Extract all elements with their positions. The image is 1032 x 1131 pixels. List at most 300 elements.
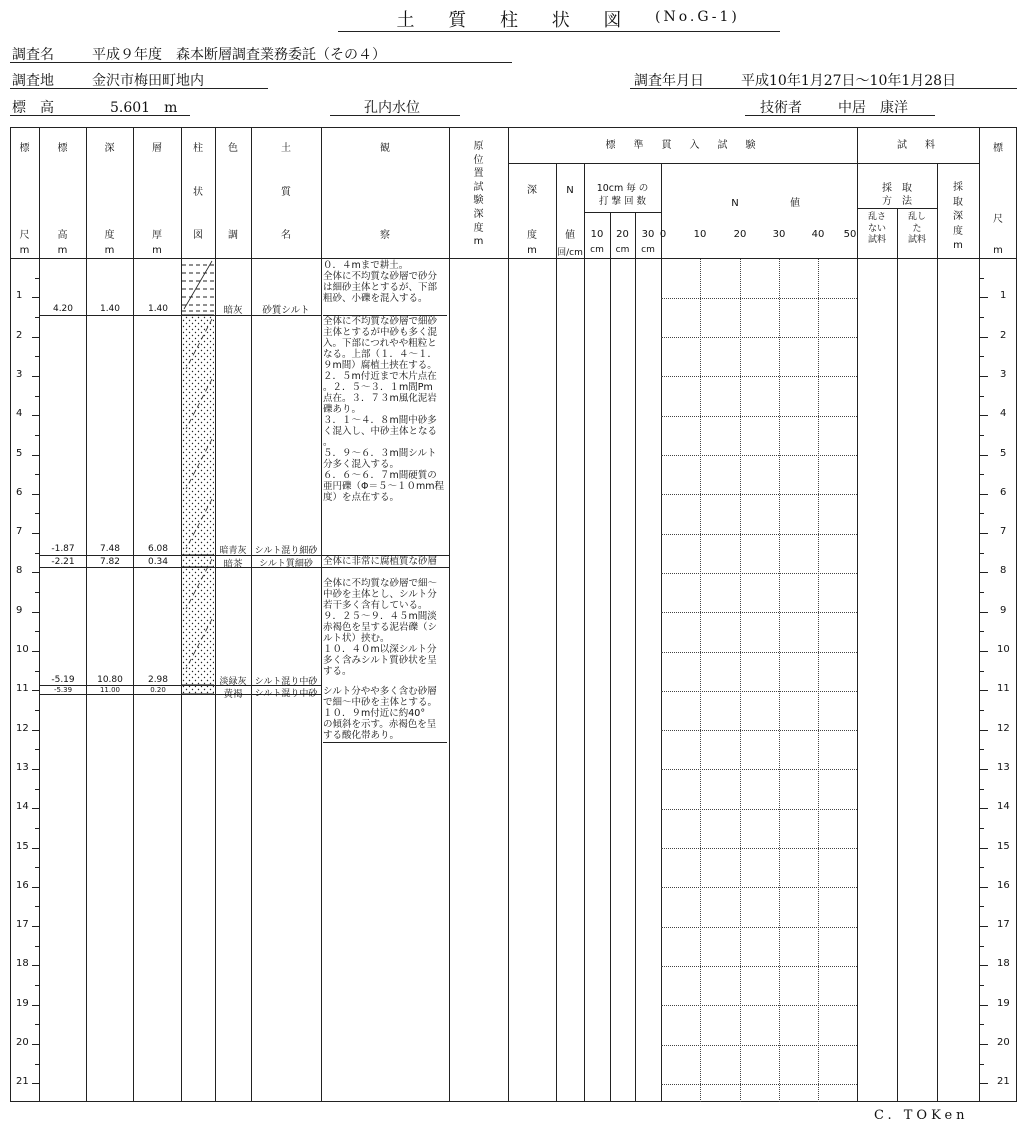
hdr-n-value-2: 値 bbox=[790, 198, 800, 209]
boring-column-graphic bbox=[182, 259, 214, 695]
n-grid-row bbox=[661, 1005, 857, 1006]
n-grid-row bbox=[661, 298, 857, 299]
layer-elevation: -2.21 bbox=[51, 557, 75, 567]
scale-tick-mark-right bbox=[980, 1044, 988, 1045]
scale-tick-mark bbox=[32, 612, 39, 613]
date-label: 調査年月日 bbox=[634, 73, 704, 89]
scale-minor-mark-right bbox=[980, 435, 984, 436]
scale-tick-label: 2 bbox=[16, 329, 23, 341]
scale-tick-mark-right bbox=[980, 612, 988, 613]
layer-elevation: 4.20 bbox=[52, 304, 74, 314]
survey-name: 平成９年度 森本断層調査業務委託（その４） bbox=[92, 47, 386, 63]
hdr-test-pos-char: 位 bbox=[473, 154, 484, 166]
scale-tick-label-right: 9 bbox=[1000, 604, 1007, 616]
scale-tick-label-right: 14 bbox=[997, 801, 1010, 813]
observation-line: 入。下部につれやや粗粒と bbox=[323, 338, 437, 349]
hdr-undisturbed-line: 試料 bbox=[867, 235, 886, 245]
hdr-spt-depth-unit: m bbox=[527, 245, 537, 256]
elevation: 5.601 m bbox=[110, 100, 178, 116]
scale-minor-mark-right bbox=[980, 553, 984, 554]
observation-line: の傾斜を示す。赤褐色を呈 bbox=[323, 719, 437, 730]
layer-color: 暗青灰 bbox=[219, 546, 247, 556]
hdr-scale-right-unit: m bbox=[993, 245, 1003, 256]
scale-tick-mark-right bbox=[980, 926, 988, 927]
scale-tick-mark bbox=[32, 730, 39, 731]
n-grid-line bbox=[818, 258, 819, 1102]
col-line bbox=[661, 163, 662, 1102]
hdr-depth-unit: m bbox=[104, 245, 115, 256]
scale-tick-mark-right bbox=[980, 730, 988, 731]
hdr-thickness-2: 厚 bbox=[152, 230, 162, 241]
scale-tick-label: 11 bbox=[16, 683, 29, 695]
scale-tick-mark bbox=[32, 297, 39, 298]
scale-minor-mark bbox=[35, 317, 39, 318]
hdr-blows-2: 打 撃 回 数 bbox=[598, 196, 647, 207]
water-level-label: 孔内水位 bbox=[364, 100, 420, 116]
layer-depth: 7.82 bbox=[99, 557, 121, 567]
scale-minor-mark-right bbox=[980, 396, 984, 397]
observation-line: は細砂主体とするが、下部 bbox=[323, 282, 438, 293]
scale-minor-mark bbox=[35, 906, 39, 907]
scale-tick-mark bbox=[32, 494, 39, 495]
scale-minor-mark-right bbox=[980, 592, 984, 593]
observation-line: する酸化帯あり。 bbox=[323, 730, 400, 741]
layer-thickness: 2.98 bbox=[147, 675, 169, 685]
n-grid-row bbox=[661, 376, 857, 377]
scale-tick-mark bbox=[32, 1083, 39, 1084]
survey-name-label: 調査名 bbox=[12, 47, 54, 63]
scale-tick-label: 20 bbox=[16, 1037, 29, 1048]
scale-tick-label-right: 15 bbox=[997, 840, 1010, 852]
layer-elevation: -5.19 bbox=[51, 675, 75, 685]
scale-tick-mark-right bbox=[980, 769, 988, 770]
hdr-soil: 土 bbox=[281, 143, 291, 154]
hdr-observation-2: 察 bbox=[380, 230, 390, 241]
n-grid-row bbox=[661, 494, 857, 495]
scale-minor-mark bbox=[35, 710, 39, 711]
scale-tick-mark-right bbox=[980, 297, 988, 298]
hdr-disturbed bbox=[897, 212, 937, 247]
n-tick-20: 20 bbox=[733, 229, 747, 240]
method-header-line bbox=[857, 208, 937, 209]
scale-tick-mark-right bbox=[980, 572, 988, 573]
scale-minor-mark-right bbox=[980, 1024, 984, 1025]
date-underline bbox=[630, 88, 1017, 89]
scale-minor-mark-right bbox=[980, 671, 984, 672]
layer-depth: 1.40 bbox=[99, 304, 121, 314]
n-grid-row bbox=[661, 337, 857, 338]
survey-date: 平成10年1月27日〜10年1月28日 bbox=[741, 73, 957, 89]
hdr-sample-depth-char: 採 bbox=[953, 182, 963, 193]
scale-tick-mark bbox=[32, 337, 39, 338]
hdr-scale-right-2: 尺 bbox=[993, 214, 1003, 225]
col-line bbox=[508, 127, 509, 1102]
scale-minor-mark-right bbox=[980, 631, 984, 632]
observation-block bbox=[323, 556, 447, 567]
hdr-n-value: N bbox=[731, 198, 739, 209]
scale-minor-mark-right bbox=[980, 946, 984, 947]
scale-tick-mark-right bbox=[980, 415, 988, 416]
n-tick-30: 30 bbox=[772, 229, 786, 240]
hdr-test-pos-char: 験 bbox=[473, 195, 484, 207]
hdr-test-pos-char: 試 bbox=[473, 181, 484, 193]
observation-line: １０．４０m以深シルト分 bbox=[323, 644, 437, 655]
observation-line: 多く含みシルト質砂状を呈 bbox=[323, 655, 437, 666]
hdr-spt-n-unit: 回/cm bbox=[557, 248, 583, 258]
scale-tick-label: 1 bbox=[16, 290, 23, 302]
hdr-blow-unit: cm bbox=[615, 245, 630, 255]
layer-depth: 7.48 bbox=[99, 544, 121, 554]
scale-minor-mark-right bbox=[980, 1064, 984, 1065]
observation-line: 全体に不均質な砂層で砂分 bbox=[323, 271, 438, 282]
hdr-sample-depth-char: 度 bbox=[953, 225, 963, 237]
n-grid-row bbox=[661, 612, 857, 613]
layer-depth: 10.80 bbox=[97, 675, 123, 685]
col-line bbox=[86, 127, 87, 1102]
scale-tick-label-right: 5 bbox=[1000, 447, 1007, 459]
col-line bbox=[39, 127, 40, 1102]
scale-tick-mark-right bbox=[980, 690, 988, 691]
scale-tick-mark bbox=[32, 848, 39, 849]
scale-tick-label: 12 bbox=[16, 722, 29, 734]
hdr-undisturbed-line: ない bbox=[867, 223, 886, 234]
observation-line: する。 bbox=[323, 666, 352, 677]
scale-tick-label: 8 bbox=[16, 565, 23, 577]
scale-minor-mark-right bbox=[980, 513, 984, 514]
col-line bbox=[251, 127, 252, 1102]
scale-minor-mark bbox=[35, 985, 39, 986]
observation-block bbox=[323, 578, 447, 677]
hdr-disturbed-line: 試料 bbox=[907, 235, 926, 245]
col-line bbox=[556, 163, 557, 1102]
observation-block bbox=[323, 686, 447, 743]
observation-line: シルト分やや多く含む砂層 bbox=[323, 686, 437, 697]
location: 金沢市梅田町地内 bbox=[92, 73, 204, 89]
hdr-color-2: 調 bbox=[228, 230, 238, 241]
scale-tick-label-right: 1 bbox=[1000, 290, 1007, 302]
scale-tick-label-right: 7 bbox=[1000, 526, 1007, 538]
scale-minor-mark bbox=[35, 1024, 39, 1025]
hdr-column: 柱 bbox=[193, 143, 203, 154]
log-number: (No.G-1) bbox=[655, 9, 740, 25]
scale-tick-mark-right bbox=[980, 808, 988, 809]
scale-tick-label-right: 8 bbox=[1000, 565, 1007, 577]
hdr-blow-unit: cm bbox=[641, 245, 655, 255]
scale-minor-mark bbox=[35, 435, 39, 436]
scale-tick-label-right: 11 bbox=[997, 683, 1010, 695]
hdr-method-2: 方 法 bbox=[882, 196, 912, 207]
engineer-label: 技術者 bbox=[760, 100, 802, 116]
scale-tick-mark bbox=[32, 690, 39, 691]
engineer: 中居 康洋 bbox=[838, 100, 908, 116]
log-table-frame bbox=[10, 127, 1017, 1102]
scale-tick-label-right: 20 bbox=[997, 1037, 1010, 1048]
elevation-underline bbox=[10, 115, 190, 116]
hdr-test-position bbox=[449, 140, 508, 249]
scale-minor-mark bbox=[35, 396, 39, 397]
observation-line: 全体に不均質な砂層で細砂 bbox=[323, 316, 438, 327]
hdr-soil-3: 名 bbox=[281, 230, 291, 241]
spt-header-line bbox=[508, 163, 857, 164]
hdr-spt: 標 準 貫 入 試 験 bbox=[605, 140, 760, 151]
engineer-underline bbox=[745, 115, 935, 116]
location-label: 調査地 bbox=[12, 73, 54, 89]
hdr-blow-unit: cm bbox=[590, 245, 604, 255]
layer-color: 黄褐 bbox=[223, 689, 243, 700]
n-grid-row bbox=[661, 573, 857, 574]
layer-elevation: -1.87 bbox=[51, 544, 75, 554]
scale-tick-mark bbox=[32, 376, 39, 377]
hdr-scale-2: 尺 bbox=[19, 230, 30, 241]
scale-tick-mark-right bbox=[980, 887, 988, 888]
hdr-blow-20: 20 bbox=[616, 229, 629, 240]
hdr-undisturbed bbox=[857, 212, 897, 247]
scale-tick-label-right: 4 bbox=[1000, 408, 1007, 420]
scale-tick-mark-right bbox=[980, 337, 988, 338]
scale-minor-mark bbox=[35, 356, 39, 357]
scale-minor-mark-right bbox=[980, 749, 984, 750]
n-grid-row bbox=[661, 966, 857, 967]
scale-tick-label-right: 12 bbox=[997, 722, 1010, 734]
location-underline bbox=[10, 88, 268, 89]
hdr-column-2: 状 bbox=[193, 187, 203, 198]
hdr-spt-n-2: 値 bbox=[565, 230, 575, 241]
layer-elevation: -5.39 bbox=[53, 686, 73, 694]
scale-tick-mark bbox=[32, 769, 39, 770]
observation-line: ６．６〜６．７m間硬質の bbox=[323, 470, 437, 481]
hdr-sample: 試 料 bbox=[897, 140, 939, 151]
scale-minor-mark-right bbox=[980, 317, 984, 318]
observation-line: 亜円礫（Φ＝５〜１０mm程 bbox=[323, 481, 444, 492]
observation-line: ５．９〜６．３m間シルト bbox=[323, 448, 437, 459]
layer-color: 暗灰 bbox=[223, 305, 243, 316]
col-line bbox=[635, 212, 636, 1102]
scale-minor-mark-right bbox=[980, 710, 984, 711]
scale-minor-mark bbox=[35, 789, 39, 790]
layer-color: 暗茶 bbox=[223, 559, 243, 570]
hdr-blow-30: 30 bbox=[641, 229, 655, 240]
hdr-sample-depth bbox=[937, 181, 979, 254]
layer-color: 淡緑灰 bbox=[219, 677, 247, 687]
col-line bbox=[584, 163, 585, 1102]
scale-minor-mark bbox=[35, 553, 39, 554]
sand-pattern bbox=[182, 315, 214, 695]
observation-line: 主体とするが中砂も多く混 bbox=[323, 327, 438, 338]
scale-minor-mark bbox=[35, 278, 39, 279]
scale-tick-mark bbox=[32, 887, 39, 888]
scale-tick-label: 7 bbox=[16, 526, 23, 538]
hdr-sample-depth-char: 取 bbox=[953, 196, 963, 208]
n-grid-row bbox=[661, 927, 857, 928]
scale-tick-label-right: 21 bbox=[997, 1076, 1010, 1088]
scale-tick-label: 6 bbox=[16, 486, 23, 498]
observation-line: 点在。３．７３m風化泥岩 bbox=[323, 393, 437, 404]
header-bottom-line bbox=[10, 258, 1017, 259]
n-grid-row bbox=[661, 455, 857, 456]
scale-tick-label: 17 bbox=[16, 919, 29, 931]
scale-minor-mark bbox=[35, 828, 39, 829]
scale-minor-mark-right bbox=[980, 474, 984, 475]
hdr-column-3: 図 bbox=[193, 230, 203, 241]
col-line bbox=[979, 127, 980, 1102]
silt-pattern bbox=[182, 261, 214, 311]
elevation-label: 標 高 bbox=[12, 100, 54, 116]
n-grid-row bbox=[661, 416, 857, 417]
hdr-sample-depth-char: 深 bbox=[953, 211, 963, 222]
col-line bbox=[610, 212, 611, 1102]
observation-line: ９．２５〜９．４５m間淡 bbox=[323, 611, 437, 622]
observation-line: ０．４mまで耕土。 bbox=[323, 260, 409, 271]
hdr-undisturbed-line: 乱さ bbox=[867, 212, 886, 222]
scale-tick-label-right: 13 bbox=[997, 761, 1010, 773]
col-line bbox=[133, 127, 134, 1102]
scale-tick-mark-right bbox=[980, 376, 988, 377]
hdr-disturbed-line: た bbox=[912, 223, 922, 234]
scale-tick-mark-right bbox=[980, 455, 988, 456]
hdr-thickness-unit: m bbox=[152, 245, 162, 256]
scale-tick-label: 19 bbox=[16, 997, 29, 1009]
scale-minor-mark bbox=[35, 749, 39, 750]
layer-soil-name: シルト質細砂 bbox=[259, 559, 313, 569]
observation-line: 礫あり。 bbox=[323, 404, 362, 415]
col-line bbox=[897, 208, 898, 1102]
water-level-underline bbox=[330, 115, 460, 116]
hdr-test-pos-char: 深 bbox=[473, 208, 484, 220]
hdr-method: 採 取 bbox=[882, 183, 912, 194]
blow-header-line bbox=[584, 212, 661, 213]
layer-soil-name: シルト混り中砂 bbox=[254, 689, 318, 699]
observation-block bbox=[323, 260, 447, 316]
scale-tick-label: 9 bbox=[16, 604, 23, 616]
n-tick-40: 40 bbox=[811, 229, 825, 240]
scale-minor-mark bbox=[35, 671, 39, 672]
scale-tick-label: 14 bbox=[16, 801, 29, 813]
scale-tick-mark-right bbox=[980, 1083, 988, 1084]
n-tick-10: 10 bbox=[693, 229, 707, 240]
scale-tick-label: 16 bbox=[16, 879, 29, 891]
scale-minor-mark bbox=[35, 474, 39, 475]
observation-line: で細〜中砂を主体とする。 bbox=[323, 697, 438, 708]
scale-tick-label-right: 16 bbox=[997, 879, 1010, 891]
scale-minor-mark-right bbox=[980, 278, 984, 279]
hdr-spt-depth-2: 度 bbox=[527, 230, 537, 241]
hdr-disturbed-line: 乱し bbox=[907, 212, 926, 222]
scale-tick-mark bbox=[32, 572, 39, 573]
layer-soil-name: シルト混り細砂 bbox=[254, 546, 318, 556]
n-grid-row bbox=[661, 652, 857, 653]
n-grid-row bbox=[661, 809, 857, 810]
scale-tick-mark-right bbox=[980, 848, 988, 849]
observation-line: 全体に非常に腐植質な砂層 bbox=[323, 556, 438, 567]
layer-thickness: 0.34 bbox=[147, 557, 169, 567]
col-line bbox=[449, 127, 450, 1102]
scale-minor-mark-right bbox=[980, 985, 984, 986]
layer-thickness: 1.40 bbox=[147, 304, 169, 314]
scale-minor-mark bbox=[35, 1064, 39, 1065]
hdr-sample-depth-char: m bbox=[953, 240, 963, 251]
observation-line: 若干多く含有している。 bbox=[323, 600, 428, 611]
scale-minor-mark-right bbox=[980, 356, 984, 357]
n-grid-line bbox=[740, 258, 741, 1102]
hdr-blows: 10cm 毎 の bbox=[596, 183, 649, 194]
sample-header-line bbox=[857, 163, 979, 164]
observation-line: 全体に不均質な砂層で細〜 bbox=[323, 578, 438, 589]
scale-tick-mark-right bbox=[980, 533, 988, 534]
title-underline bbox=[338, 31, 780, 32]
scale-minor-mark-right bbox=[980, 906, 984, 907]
hdr-elevation-unit: m bbox=[57, 245, 68, 256]
hdr-test-pos-char: 度 bbox=[473, 222, 484, 234]
observation-line: ３．１〜４．８m間中砂多 bbox=[323, 415, 437, 426]
observation-line: 度）を点在する。 bbox=[323, 492, 400, 503]
footer-credit: C. TOKen bbox=[874, 1108, 969, 1123]
hdr-soil-2: 質 bbox=[281, 187, 291, 198]
scale-minor-mark-right bbox=[980, 828, 984, 829]
scale-minor-mark bbox=[35, 631, 39, 632]
survey-name-underline bbox=[10, 62, 512, 63]
n-grid-row bbox=[661, 691, 857, 692]
hdr-spt-depth: 深 bbox=[527, 185, 537, 196]
page-title: 土 質 柱 状 図 bbox=[396, 10, 636, 31]
scale-tick-label: 21 bbox=[16, 1076, 29, 1088]
hdr-color: 色 bbox=[228, 143, 238, 154]
layer-thickness: 6.08 bbox=[147, 544, 169, 554]
scale-tick-label: 3 bbox=[16, 368, 23, 380]
scale-tick-label-right: 2 bbox=[1000, 329, 1007, 341]
scale-tick-mark bbox=[32, 415, 39, 416]
observation-line: 中砂を主体とし、シルト分 bbox=[323, 589, 437, 600]
hdr-elevation-2: 高 bbox=[57, 230, 68, 241]
scale-tick-label-right: 17 bbox=[997, 919, 1010, 931]
observation-block bbox=[323, 316, 447, 503]
scale-tick-mark bbox=[32, 651, 39, 652]
n-grid-row bbox=[661, 534, 857, 535]
scale-tick-label: 5 bbox=[16, 447, 23, 459]
layer-soil-name: 砂質シルト bbox=[262, 305, 310, 316]
scale-tick-label: 18 bbox=[16, 958, 29, 970]
scale-tick-mark bbox=[32, 808, 39, 809]
scale-tick-label: 4 bbox=[16, 408, 23, 420]
hdr-spt-n: N bbox=[566, 185, 574, 196]
scale-tick-label-right: 10 bbox=[997, 644, 1010, 655]
observation-line: 。２．５〜３．１m間Pm bbox=[323, 382, 433, 393]
observation-line: ２．５m付近まで木片点在 bbox=[323, 371, 437, 382]
n-grid-row bbox=[661, 769, 857, 770]
scale-tick-label: 15 bbox=[16, 840, 29, 852]
hdr-test-pos-char: 原 bbox=[473, 141, 484, 152]
hdr-blow-10: 10 bbox=[590, 229, 604, 240]
observation-line: １０．９m付近に約40° bbox=[323, 708, 426, 719]
scale-tick-mark bbox=[32, 1044, 39, 1045]
n-grid-row bbox=[661, 887, 857, 888]
col-line bbox=[857, 127, 858, 1102]
observation-line: 分多く混入する。 bbox=[323, 459, 400, 470]
scale-minor-mark bbox=[35, 592, 39, 593]
n-grid-row bbox=[661, 1084, 857, 1085]
hdr-scale-right: 標 bbox=[993, 143, 1003, 154]
observation-line: く混入し、中砂主体となる bbox=[323, 426, 438, 437]
hdr-depth-2: 度 bbox=[104, 230, 115, 241]
n-grid-line bbox=[779, 258, 780, 1102]
scale-tick-mark bbox=[32, 926, 39, 927]
observation-line: ９m間）腐植土挟在する。 bbox=[323, 360, 437, 371]
col-line bbox=[321, 127, 322, 1102]
observation-line: 粗砂、小礫を混入する。 bbox=[323, 293, 428, 304]
hdr-scale: 標 bbox=[19, 143, 30, 154]
n-grid-row bbox=[661, 1045, 857, 1046]
scale-tick-mark-right bbox=[980, 1005, 988, 1006]
scale-minor-mark bbox=[35, 867, 39, 868]
